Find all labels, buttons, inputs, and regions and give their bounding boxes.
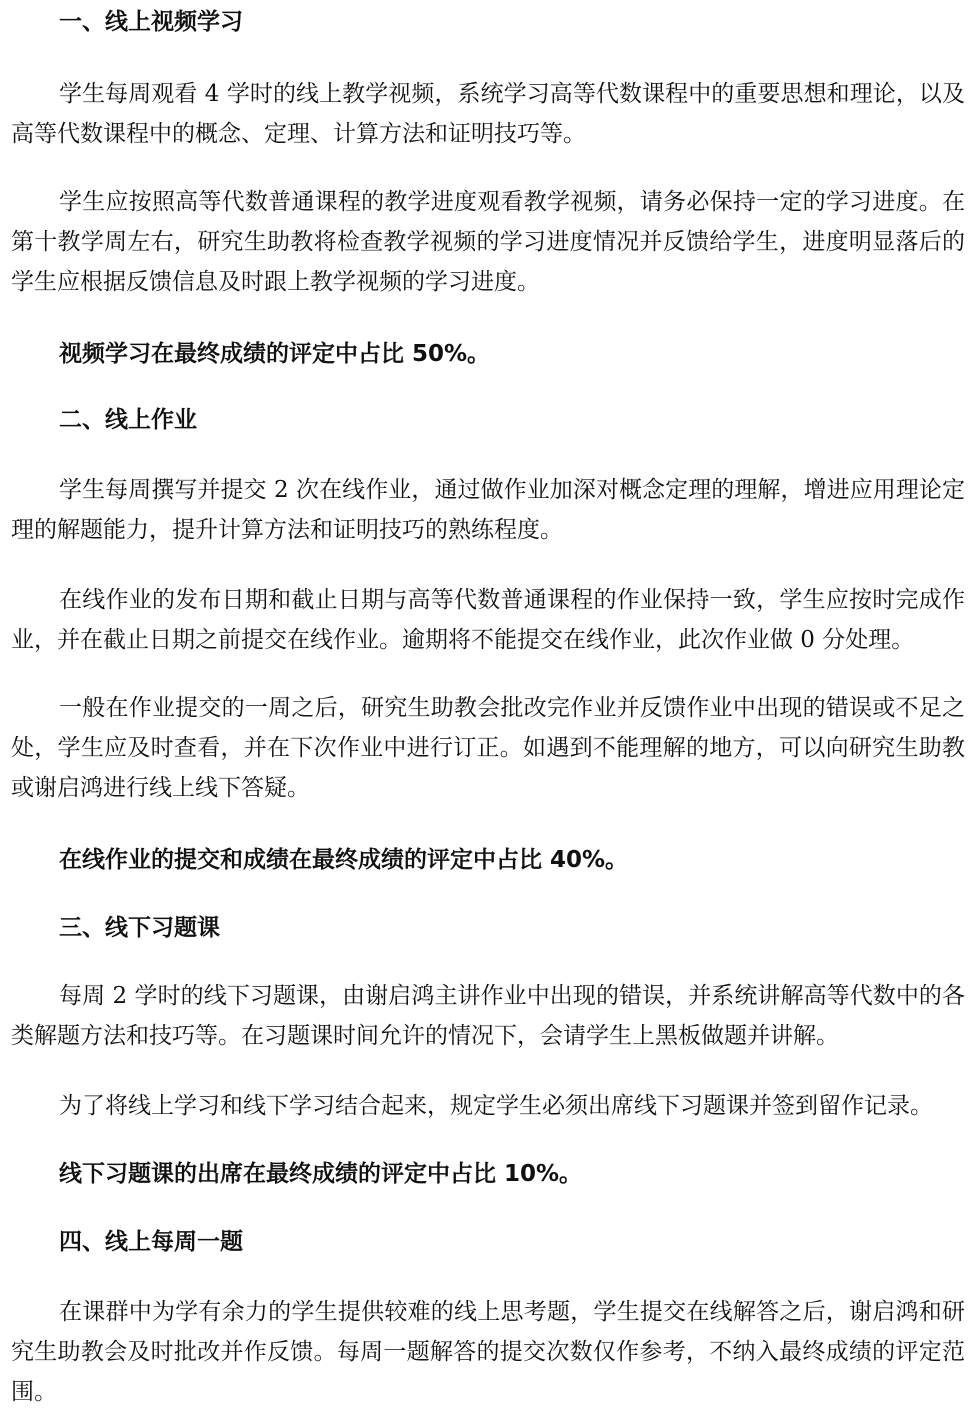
section-2-paragraph-1: 学生每周撰写并提交 2 次在线作业，通过做作业加深对概念定理的理解，增进应用理论定理的解题能力，提升计算方法和证明技巧的熟练程度。	[11, 477, 965, 543]
section-1-weight: 视频学习在最终成绩的评定中占比 50%。	[59, 341, 491, 367]
section-1-paragraph-2: 学生应按照高等代数普通课程的教学进度观看教学视频，请务必保持一定的学习进度。在第十教学周左右，研究生助教将检查教学视频的学习进度情况并反馈给学生，进度明显落后的学生应根据反馈信息及时跟上教学视频的学习进度。	[11, 189, 965, 295]
section-4-heading: 四、线上每周一题	[59, 1229, 243, 1255]
section-3-paragraph-2: 为了将线上学习和线下学习结合起来，规定学生必须出席线下习题课并签到留作记录。	[59, 1093, 933, 1119]
section-3-paragraph-1: 每周 2 学时的线下习题课，由谢启鸿主讲作业中出现的错误，并系统讲解高等代数中的各类解题方法和技巧等。在习题课时间允许的情况下，会请学生上黑板做题并讲解。	[11, 983, 965, 1049]
section-2-paragraph-2: 在线作业的发布日期和截止日期与高等代数普通课程的作业保持一致，学生应按时完成作业，并在截止日期之前提交在线作业。逾期将不能提交在线作业，此次作业做 0 分处理。	[11, 587, 965, 653]
section-3-heading: 三、线下习题课	[59, 915, 220, 941]
section-3-weight: 线下习题课的出席在最终成绩的评定中占比 10%。	[59, 1161, 583, 1187]
section-2-weight: 在线作业的提交和成绩在最终成绩的评定中占比 40%。	[59, 847, 629, 873]
section-4-paragraph-1: 在课群中为学有余力的学生提供较难的线上思考题，学生提交在线解答之后，谢启鸿和研究生助教会及时批改并作反馈。每周一题解答的提交次数仅作参考，不纳入最终成绩的评定范围。	[11, 1299, 965, 1405]
section-1-paragraph-1: 学生每周观看 4 学时的线上教学视频，系统学习高等代数课程中的重要思想和理论，以及高等代数课程中的概念、定理、计算方法和证明技巧等。	[11, 81, 965, 147]
section-2-heading: 二、线上作业	[59, 407, 197, 433]
section-2-paragraph-3: 一般在作业提交的一周之后，研究生助教会批改完作业并反馈作业中出现的错误或不足之处，学生应及时查看，并在下次作业中进行订正。如遇到不能理解的地方，可以向研究生助教或谢启鸿进行线上线下答疑。	[11, 695, 965, 801]
section-1-heading: 一、线上视频学习	[59, 9, 243, 35]
